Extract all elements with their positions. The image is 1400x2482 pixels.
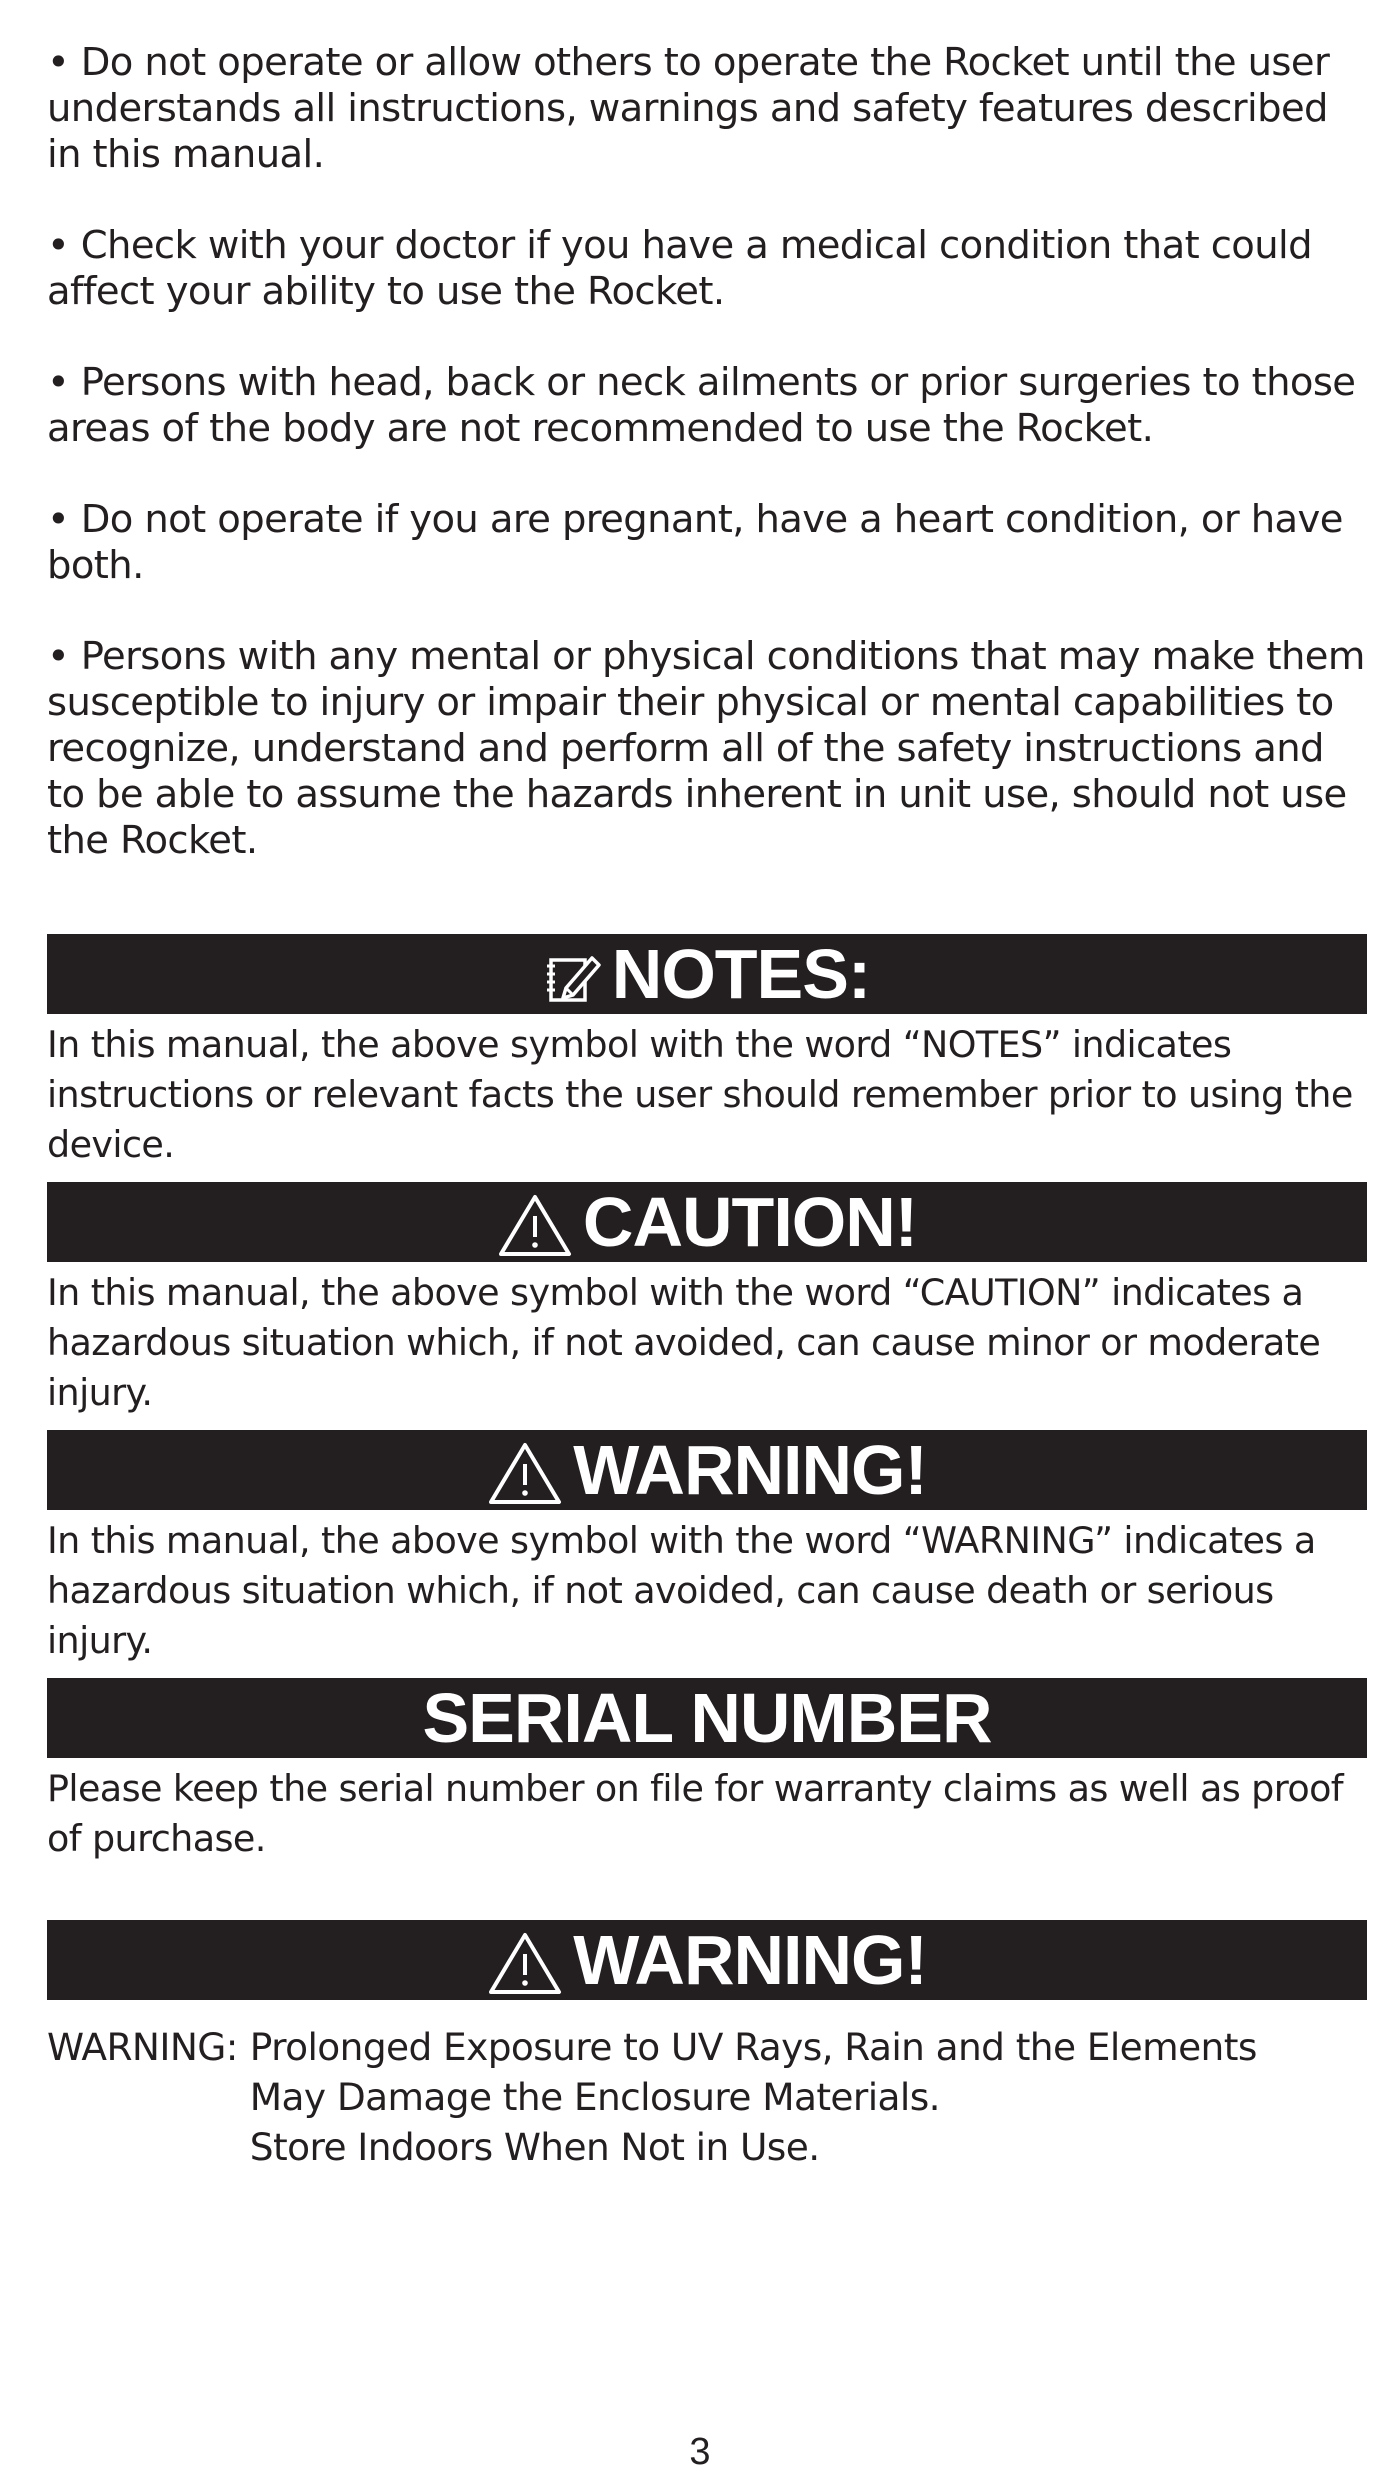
uv-warning-lines: [238, 2022, 1257, 2172]
warning-triangle-icon: [487, 1440, 563, 1500]
uv-warning-banner: [47, 1920, 1367, 2000]
warning-triangle-icon: [497, 1192, 573, 1252]
safety-bullet-list: [47, 40, 1367, 864]
uv-warning-line: Store Indoors When Not in Use.: [249, 2125, 820, 2169]
caution-heading: CAUTION!: [582, 1183, 918, 1261]
uv-warning-label: WARNING:: [47, 2025, 238, 2069]
serial-number-banner: [47, 1678, 1367, 1758]
notes-description: In this manual, the above symbol with the word “NOTES” indicates instructions or relevant facts the user should remember prior to using the device.: [47, 1023, 1353, 1166]
safety-bullet: • Check with your doctor if you have a medical condition that could affect your ability to use the Rocket.: [47, 223, 1312, 314]
notes-heading: NOTES:: [611, 935, 871, 1013]
serial-number-description: Please keep the serial number on file for warranty claims as well as proof of purchase.: [47, 1767, 1344, 1860]
caution-description: In this manual, the above symbol with the word “CAUTION” indicates a hazardous situation which, if not avoided, can cause minor or moderate injury.: [47, 1271, 1321, 1414]
safety-bullet: • Persons with head, back or neck ailments or prior surgeries to those areas of the body are not recommended to use the Rocket.: [47, 360, 1356, 451]
safety-bullet: • Do not operate if you are pregnant, have a heart condition, or have both.: [47, 497, 1343, 588]
serial-number-heading: SERIAL NUMBER: [422, 1679, 992, 1757]
uv-warning-line: May Damage the Enclosure Materials.: [249, 2075, 940, 2119]
warning-banner: [47, 1430, 1367, 1510]
manual-page: [47, 40, 1367, 2172]
page-number: 3: [689, 2431, 711, 2473]
uv-warning-line: Prolonged Exposure to UV Rays, Rain and the Elements: [249, 2025, 1257, 2069]
uv-warning-text: [47, 2022, 1367, 2172]
caution-banner: [47, 1182, 1367, 1262]
warning-heading: WARNING!: [573, 1431, 927, 1509]
notes-banner: [47, 934, 1367, 1014]
uv-warning-heading: WARNING!: [573, 1921, 927, 1999]
warning-description: In this manual, the above symbol with the word “WARNING” indicates a hazardous situation which, if not avoided, can cause death or serious injury.: [47, 1519, 1316, 1662]
safety-bullet: • Do not operate or allow others to operate the Rocket until the user understands all instructions, warnings and safety features described in this manual.: [47, 40, 1330, 177]
safety-bullet: • Persons with any mental or physical conditions that may make them susceptible to injury or impair their physical or mental capabilities to recognize, understand and perform all of the safety instructions and to be able to assume the hazards inherent in unit use, should not use the Rocket.: [47, 634, 1365, 863]
notepad-pencil-icon: [544, 944, 602, 1004]
warning-triangle-icon: [487, 1930, 563, 1990]
